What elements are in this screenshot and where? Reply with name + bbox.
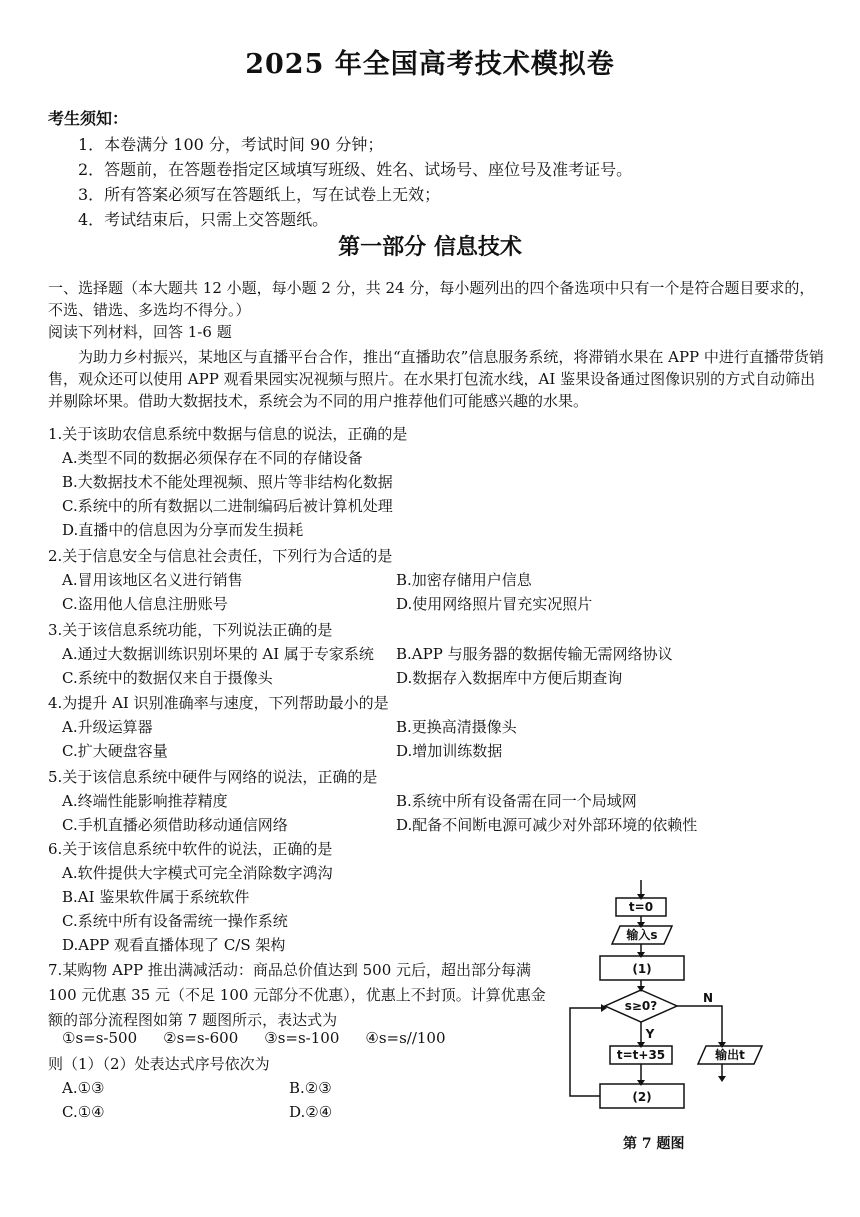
question-6-option-c: C.系统中所有设备需统一操作系统 xyxy=(62,912,288,930)
question-4-option-a: A.升级运算器 xyxy=(62,718,153,736)
flow-init-label: t=0 xyxy=(628,900,654,914)
question-2-option-a: A.冒用该地区名义进行销售 xyxy=(62,571,243,589)
question-4-option-d: D.增加训练数据 xyxy=(396,742,503,760)
notice-item: 2．答题前，在答题卷指定区域填写班级、姓名、试场号、座位号及准考证号。 xyxy=(78,160,633,179)
flow-loop-line xyxy=(570,1008,605,1096)
question-5-option-c: C.手机直播必须借助移动通信网络 xyxy=(62,816,288,834)
section-title: 第一部分 信息技术 xyxy=(338,234,522,260)
section-instructions: 一、选择题（本大题共 12 小题，每小题 2 分，共 24 分，每小题列出的四个备选项中只有一个是符合题目要求的，不选、错选、多选均不得分。） xyxy=(48,279,815,319)
flowchart-figure xyxy=(560,878,780,1128)
question-5-option-a: A.终端性能影响推荐精度 xyxy=(62,792,228,810)
question-2-option-d: D.使用网络照片冒充实况照片 xyxy=(396,595,593,613)
question-6-option-d: D.APP 观看直播体现了 C/S 架构 xyxy=(62,936,286,954)
question-6-option-b: B.AI 鉴果软件属于系统软件 xyxy=(62,888,250,906)
question-4-option-b: B.更换高清摄像头 xyxy=(396,718,517,736)
question-1-option-c: C.系统中的所有数据以二进制编码后被计算机处理 xyxy=(62,497,393,515)
flow-yes-label: Y xyxy=(645,1027,655,1041)
question-4-option-c: C.扩大硬盘容量 xyxy=(62,742,168,760)
question-3-option-c: C.系统中的数据仅来自于摄像头 xyxy=(62,669,273,687)
flow-update-label: t=t+35 xyxy=(616,1048,666,1062)
notice-list xyxy=(78,132,632,232)
question-2-option-b: B.加密存储用户信息 xyxy=(396,571,532,589)
expression-3: ③s=s-100 xyxy=(264,1029,340,1047)
notice-heading: 考生须知： xyxy=(48,109,129,128)
question-5-stem: 5.关于该信息系统中硬件与网络的说法，正确的是 xyxy=(48,768,378,786)
question-2-option-c: C.盗用他人信息注册账号 xyxy=(62,595,228,613)
flow-decision-label: s≥0? xyxy=(624,999,658,1013)
question-7-option-b: B.②③ xyxy=(289,1079,332,1097)
question-6-stem: 6.关于该信息系统中软件的说法，正确的是 xyxy=(48,840,333,858)
flow-no-line xyxy=(677,1006,722,1046)
question-1-option-a: A.类型不同的数据必须保存在不同的存储设备 xyxy=(62,449,363,467)
flow-box-1-label: (1) xyxy=(632,962,652,976)
question-3-option-d: D.数据存入数据库中方便后期查询 xyxy=(396,669,623,687)
arrowhead xyxy=(637,1080,645,1086)
question-1-option-b: B.大数据技术不能处理视频、照片等非结构化数据 xyxy=(62,473,393,491)
figure-caption: 第 7 题图 xyxy=(623,1136,685,1152)
flow-box-2-label: (2) xyxy=(632,1090,652,1104)
expression-1: ①s=s-500 xyxy=(62,1029,138,1047)
question-3-option-b: B.APP 与服务器的数据传输无需网络协议 xyxy=(396,645,673,663)
question-7-option-a: A.①③ xyxy=(62,1079,105,1097)
question-7-stem: 7.某购物 APP 推出满减活动：商品总价值达到 500 元后，超出部分每满 100 元优惠 35 元（不足 100 元部分不优惠），优惠上不封顶。计算优惠金额的部分流程图如第 7 题图所示，表达式为 xyxy=(48,961,546,1029)
question-1-option-d: D.直播中的信息因为分享而发生损耗 xyxy=(62,521,304,539)
read-prompt: 阅读下列材料，回答 1-6 题 xyxy=(48,323,232,341)
question-5-option-b: B.系统中所有设备需在同一个局域网 xyxy=(396,792,637,810)
question-7-option-c: C.①④ xyxy=(62,1103,105,1121)
question-6-option-a: A.软件提供大字模式可完全消除数字鸿沟 xyxy=(62,864,333,882)
question-7-expressions xyxy=(62,1029,446,1047)
question-4-stem: 4.为提升 AI 识别准确率与速度，下列帮助最小的是 xyxy=(48,694,389,712)
question-7-ask: 则（1）（2）处表达式序号依次为 xyxy=(48,1055,270,1073)
flow-output-label: 输出t xyxy=(715,1048,745,1062)
arrowhead xyxy=(637,952,645,958)
notice-item: 1．本卷满分 100 分，考试时间 90 分钟； xyxy=(78,135,384,154)
expression-4: ④s=s//100 xyxy=(365,1029,446,1047)
page-title: 2025 年全国高考技术模拟卷 xyxy=(245,49,615,80)
question-1-stem: 1.关于该助农信息系统中数据与信息的说法，正确的是 xyxy=(48,425,408,443)
expression-2: ②s=s-600 xyxy=(163,1029,239,1047)
question-3-option-a: A.通过大数据训练识别坏果的 AI 属于专家系统 xyxy=(62,645,374,663)
reading-material: 为助力乡村振兴，某地区与直播平台合作，推出“直播助农”信息服务系统，将滞销水果在 APP 中进行直播带货销售，观众还可以使用 APP 观看果园实况视频与照片。在水果打包流水线，AI 鉴果设备通过图像识别的方式自动筛出并剔除坏果。借助大数据技术，系统会为不同的用户推荐他们可能感兴趣的水果。 xyxy=(48,348,824,410)
question-3-stem: 3.关于该信息系统功能，下列说法正确的是 xyxy=(48,621,333,639)
flow-no-label: N xyxy=(702,991,714,1005)
question-5-option-d: D.配备不间断电源可减少对外部环境的依赖性 xyxy=(396,816,698,834)
notice-item: 4．考试结束后，只需上交答题纸。 xyxy=(78,210,329,229)
notice-item: 3．所有答案必须写在答题纸上，写在试卷上无效； xyxy=(78,185,441,204)
flow-input-label: 输入s xyxy=(626,928,658,942)
question-7-option-d: D.②④ xyxy=(289,1103,333,1121)
question-2-stem: 2.关于信息安全与信息社会责任，下列行为合适的是 xyxy=(48,547,393,565)
arrowhead xyxy=(718,1076,726,1082)
